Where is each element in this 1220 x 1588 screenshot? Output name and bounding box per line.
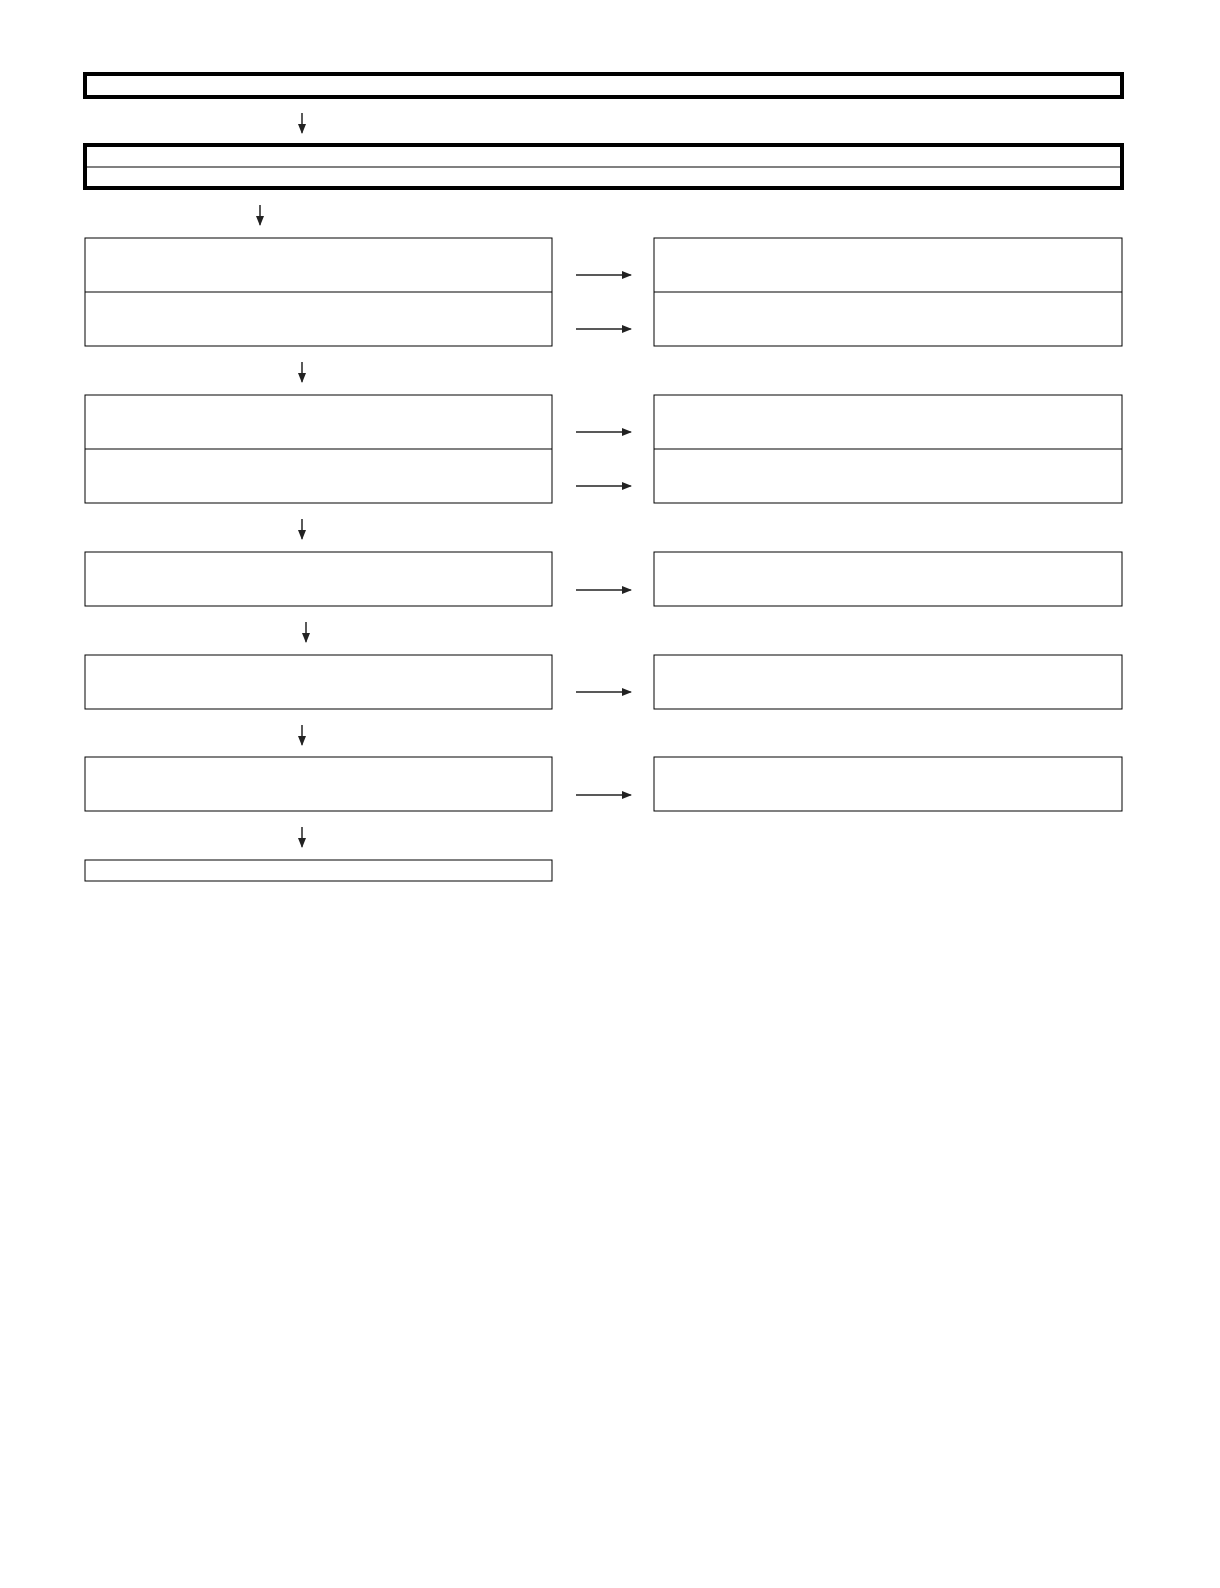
- step-3: [85, 552, 1122, 606]
- step-3-outcome-box: [654, 552, 1122, 606]
- step-1: [85, 238, 1122, 346]
- header-box-frame: [85, 74, 1122, 97]
- step-3-box: [85, 552, 552, 606]
- end-box-frame: [85, 860, 552, 881]
- header-table: [85, 145, 1122, 188]
- step-4-box: [85, 655, 552, 709]
- step-2: [85, 395, 1122, 503]
- step-5-outcome-box: [654, 757, 1122, 811]
- end-box: [85, 860, 552, 881]
- step-5: [85, 757, 1122, 811]
- step-4-outcome-box: [654, 655, 1122, 709]
- step-5-box: [85, 757, 552, 811]
- step-4: [85, 655, 1122, 709]
- header-box: [85, 74, 1122, 97]
